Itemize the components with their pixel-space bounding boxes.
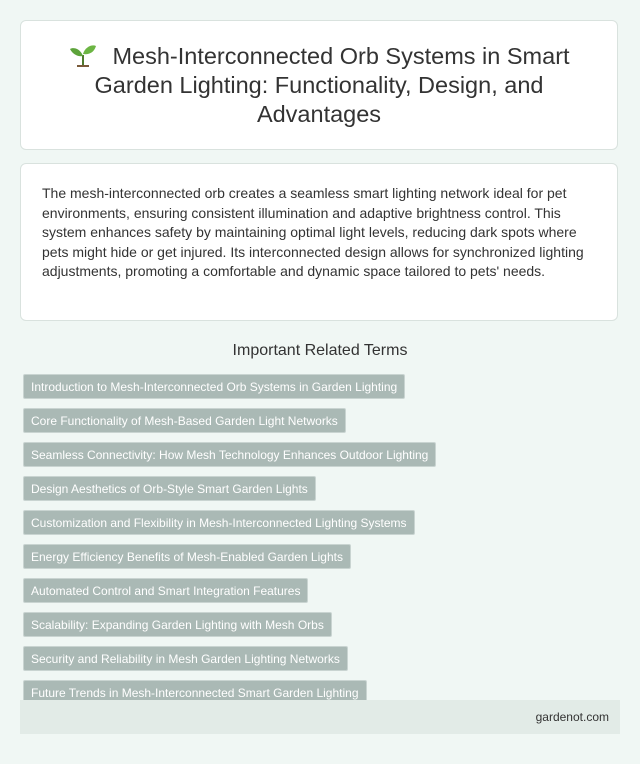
related-term-tag[interactable]: Customization and Flexibility in Mesh-Interconnected Lighting Systems	[23, 510, 415, 535]
related-term-tag[interactable]: Future Trends in Mesh-Interconnected Smart Garden Lighting	[23, 680, 367, 705]
footer-site-link[interactable]: gardenot.com	[535, 710, 609, 724]
related-term-tag[interactable]: Scalability: Expanding Garden Lighting with Mesh Orbs	[23, 612, 332, 637]
related-term-tag[interactable]: Security and Reliability in Mesh Garden Lighting Networks	[23, 646, 348, 671]
title-card	[20, 20, 618, 150]
related-term-tag[interactable]: Introduction to Mesh-Interconnected Orb Systems in Garden Lighting	[23, 374, 405, 399]
related-terms-heading: Important Related Terms	[232, 342, 408, 359]
related-term-tag[interactable]: Core Functionality of Mesh-Based Garden Light Networks	[23, 408, 346, 433]
related-term-tag[interactable]: Design Aesthetics of Orb-Style Smart Garden Lights	[23, 476, 316, 501]
page-title-text: Mesh-Interconnected Orb Systems in Smart Garden Lighting: Functionality, Design, and Advantages	[94, 42, 570, 127]
description-text: The mesh-interconnected orb creates a seamless smart lighting network ideal for pet environments, ensuring consistent illumination and adaptive brightness control. This system enhances safety by maintaining optimal light levels, reducing dark spots where pets might hide or get injured. Its interconnected design allows for synchronized lighting adjustments, promoting a comfortable and dynamic space tailored to pets' needs.	[42, 185, 584, 279]
related-term-tag[interactable]: Seamless Connectivity: How Mesh Technology Enhances Outdoor Lighting	[23, 442, 436, 467]
related-terms-list	[23, 374, 619, 714]
related-term-tag[interactable]: Automated Control and Smart Integration Features	[23, 578, 308, 603]
related-term-tag[interactable]: Energy Efficiency Benefits of Mesh-Enabled Garden Lights	[23, 544, 351, 569]
sprout-icon	[68, 43, 98, 67]
page-title	[61, 42, 577, 129]
footer	[20, 700, 620, 734]
description-card	[20, 163, 618, 321]
